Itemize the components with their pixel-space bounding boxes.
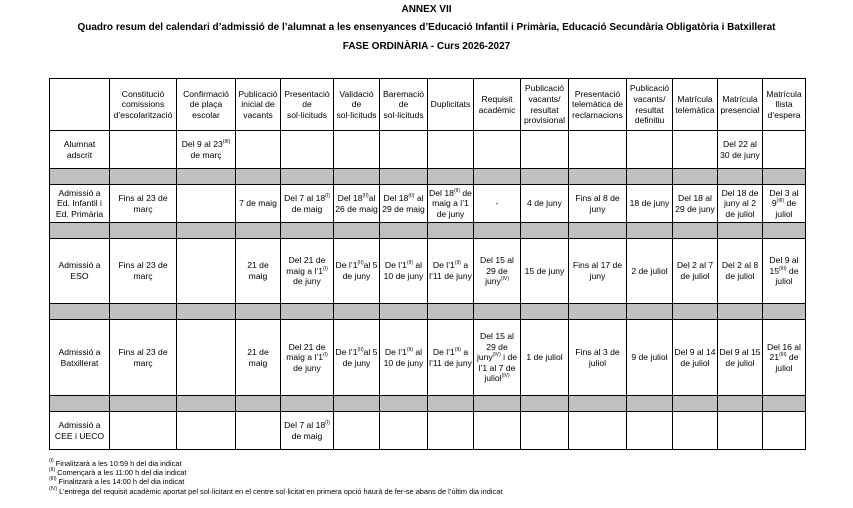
cell-text: De l’1 — [335, 346, 358, 357]
separator-cell — [236, 396, 281, 412]
separator-cell — [50, 304, 110, 320]
cell-text: Del 2 al 8 de juliol — [721, 260, 759, 281]
cell-text-cont: al 5 de juny — [342, 260, 378, 281]
date-cell — [110, 239, 177, 304]
date-cell — [236, 185, 281, 223]
date-cell — [474, 185, 521, 223]
separator-cell — [177, 396, 236, 412]
column-header: Publicació vacants/ resultat provisional — [521, 79, 569, 131]
cell-text: - — [495, 198, 499, 209]
column-header: Confirmació de plaça escolar — [177, 79, 236, 131]
cell-text: Del 3 al 9 — [769, 187, 799, 209]
date-cell — [236, 131, 281, 169]
date-cell — [763, 131, 806, 169]
row-label: Admissió a CEE i UECO — [50, 412, 110, 450]
date-cell — [521, 320, 569, 396]
date-cell — [110, 185, 177, 223]
cell-text-cont: de juny — [293, 276, 321, 287]
column-header: Baremació de sol·licituds — [380, 79, 428, 131]
cell-text: Del 15 al 29 de juny — [480, 255, 514, 287]
separator-cell — [236, 169, 281, 185]
separator-cell — [428, 304, 474, 320]
separator-cell — [334, 223, 380, 239]
footnote-mark: (II) — [406, 260, 413, 267]
cell-text: Del 18 — [337, 192, 363, 203]
cell-text-cont: de maig — [291, 203, 323, 214]
cell-text: De l’1 — [432, 260, 455, 271]
cell-text-cont: de maig — [291, 430, 323, 441]
phase-title: FASE ORDINÀRIA - Curs 2026-2027 — [342, 41, 511, 52]
date-cell — [334, 131, 380, 169]
date-cell — [673, 239, 718, 304]
date-cell — [428, 131, 474, 169]
separator-cell — [673, 169, 718, 185]
separator-cell — [718, 304, 763, 320]
cell-text: 1 de juliol — [526, 352, 563, 363]
separator-cell — [281, 169, 334, 185]
date-cell — [281, 131, 334, 169]
table-row — [50, 412, 806, 450]
footnote-mark: (III) — [222, 138, 231, 145]
separator-cell — [236, 223, 281, 239]
date-cell — [110, 320, 177, 396]
date-cell — [569, 412, 627, 450]
date-cell — [334, 239, 380, 304]
separator-cell — [521, 169, 569, 185]
separator-cell — [569, 169, 627, 185]
date-cell — [627, 239, 673, 304]
separator-cell — [380, 304, 428, 320]
date-cell — [428, 320, 474, 396]
date-cell — [521, 239, 569, 304]
row-label: Alumnat adscrit — [50, 131, 110, 169]
cell-text: Fins al 23 de març — [118, 260, 168, 281]
separator-cell — [569, 304, 627, 320]
cell-text: Del 9 al 15 de juliol — [719, 346, 761, 368]
footnote-mark: (III) — [49, 476, 57, 483]
separator-cell — [521, 396, 569, 412]
footnote-mark: (I) — [49, 458, 54, 464]
separator-cell — [718, 169, 763, 185]
column-header: Requisit acadèmic — [474, 79, 521, 131]
cell-text: Fins al 23 de març — [118, 192, 168, 214]
cell-text: Fins al 8 de juny — [575, 192, 620, 214]
cell-text: Del 15 al 29 de juny — [476, 331, 514, 363]
cell-text: Del 21 de maig a l’1 — [286, 255, 326, 276]
cell-text: Del 21 de maig a l’1 — [286, 341, 326, 363]
date-cell — [177, 131, 236, 169]
date-cell — [627, 131, 673, 169]
date-cell — [763, 320, 806, 396]
cell-text-cont: al 10 de juny — [383, 346, 424, 368]
date-cell — [380, 239, 428, 304]
cell-text: De l’1 — [384, 346, 407, 357]
date-cell — [334, 412, 380, 450]
footnote-text: L’entrega del requisit acadèmic aportat pel sol·licitant en el centre sol·licitat en primera opció haurà de fer-se abans de l’últim dia indicat — [57, 486, 503, 496]
column-header: Matrícula llista d’espera — [763, 79, 806, 131]
date-cell — [177, 412, 236, 450]
separator-cell — [474, 223, 521, 239]
cell-text-cont: de juliol — [775, 265, 799, 287]
separator-cell — [474, 396, 521, 412]
footnote-mark: (II) — [408, 192, 415, 199]
date-cell — [763, 239, 806, 304]
footnote-mark: (IV) — [500, 276, 509, 283]
cell-text: Fins al 3 de juliol — [575, 346, 620, 368]
cell-text-cont: al 26 de maig — [335, 192, 378, 214]
date-cell — [521, 412, 569, 450]
cell-text: Fins al 17 de juny — [572, 260, 623, 281]
date-cell — [236, 239, 281, 304]
separator-cell — [428, 169, 474, 185]
separator-cell — [763, 304, 806, 320]
separator-cell — [281, 396, 334, 412]
date-cell — [177, 320, 236, 396]
cell-text: 9 de juliol — [631, 352, 668, 363]
footnote-mark: (IV) — [492, 352, 501, 359]
date-cell — [763, 185, 806, 223]
cell-text: Del 7 al 18 — [284, 192, 326, 203]
separator-cell — [428, 396, 474, 412]
cell-text: 15 de juny — [524, 265, 565, 276]
footnote — [49, 459, 502, 468]
cell-text-cont: de juny — [293, 362, 321, 373]
separator-cell — [569, 396, 627, 412]
cell-text-cont: de març — [190, 149, 222, 160]
cell-text-cont: de juliol — [775, 198, 797, 219]
date-cell — [763, 412, 806, 450]
separator-cell — [763, 223, 806, 239]
column-header: Publicació inicial de vacants — [236, 79, 281, 131]
footnote-mark: (IV) — [501, 373, 510, 380]
separator-cell — [334, 304, 380, 320]
footnote-mark: (I) — [323, 265, 328, 272]
separator-cell — [673, 223, 718, 239]
table-row — [50, 239, 806, 304]
date-cell — [569, 185, 627, 223]
separator-cell — [673, 396, 718, 412]
separator-cell — [474, 169, 521, 185]
annex-title: ANNEX VII — [401, 4, 452, 15]
date-cell — [627, 412, 673, 450]
document-title: Quadro resum del calendari d’admissió de l’alumnat a les ensenyances d’Educació Infantil i Primària, Educació Secundària Obligatòria i Batxillerat — [77, 22, 776, 33]
date-cell — [380, 185, 428, 223]
row-label: Admissió a ESO — [50, 239, 110, 304]
cell-text: Del 2 al 7 de juliol — [676, 260, 714, 281]
footnote-mark: (I) — [323, 352, 328, 359]
table-row — [50, 320, 806, 396]
date-cell — [281, 239, 334, 304]
separator-cell — [236, 304, 281, 320]
separator-cell — [627, 169, 673, 185]
cell-text-cont: de juliol — [775, 352, 799, 373]
separator-cell — [334, 169, 380, 185]
footnote-mark: (II) — [453, 187, 460, 194]
separator-cell — [334, 396, 380, 412]
date-cell — [718, 412, 763, 450]
cell-text: 21 de maig — [247, 260, 269, 281]
separator-cell — [177, 223, 236, 239]
separator-cell — [177, 169, 236, 185]
separator-row — [50, 304, 806, 320]
separator-row — [50, 223, 806, 239]
date-cell — [627, 320, 673, 396]
date-cell — [110, 131, 177, 169]
cell-text: De l’1 — [432, 346, 455, 357]
date-cell — [474, 320, 521, 396]
separator-cell — [177, 304, 236, 320]
footnote-mark: (II) — [454, 346, 461, 353]
cell-text: 21 de maig — [247, 346, 269, 368]
footnote-mark: (IV) — [49, 485, 58, 492]
separator-cell — [718, 396, 763, 412]
date-cell — [428, 239, 474, 304]
table-row — [50, 131, 806, 169]
footnote-mark: (II) — [49, 467, 56, 474]
separator-row — [50, 169, 806, 185]
date-cell — [428, 185, 474, 223]
cell-text: Del 18 — [429, 187, 454, 198]
separator-row — [50, 396, 806, 412]
cell-text: 4 de juny — [527, 198, 562, 209]
cell-text: Del 18 al 29 de juny — [675, 192, 715, 214]
separator-cell — [474, 304, 521, 320]
date-cell — [673, 185, 718, 223]
date-cell — [281, 185, 334, 223]
date-cell — [718, 239, 763, 304]
table-row — [50, 185, 806, 223]
row-label: Admissió a Ed. Infantil i Ed. Primària — [50, 185, 110, 223]
date-cell — [177, 185, 236, 223]
date-cell — [334, 320, 380, 396]
admission-calendar-table — [49, 78, 806, 450]
column-header: Validació de sol·licituds — [334, 79, 380, 131]
footnote-mark: (II) — [357, 346, 364, 353]
date-cell — [569, 239, 627, 304]
footnote-text: Finalitzarà a les 10:59 h del dia indicat — [53, 459, 182, 468]
footnote — [49, 477, 502, 486]
footnote-mark: (III) — [779, 265, 787, 272]
footnote-mark: (I) — [325, 419, 330, 426]
separator-cell — [569, 223, 627, 239]
header-corner-cell — [50, 79, 110, 131]
header-row — [50, 79, 806, 131]
separator-cell — [627, 223, 673, 239]
date-cell — [627, 185, 673, 223]
cell-text-cont: a l’11 de juny — [429, 346, 472, 368]
cell-text-cont: al 10 de juny — [383, 260, 424, 281]
footnote-mark: (III) — [779, 352, 787, 359]
separator-cell — [627, 396, 673, 412]
separator-cell — [627, 304, 673, 320]
cell-text: Fins al 23 de març — [118, 346, 168, 368]
separator-cell — [521, 304, 569, 320]
date-cell — [236, 320, 281, 396]
date-cell — [673, 412, 718, 450]
footnote-text: Començarà a les 11:00 h del dia indicat — [55, 468, 187, 478]
date-cell — [474, 412, 521, 450]
cell-text: 18 de juny — [629, 198, 670, 209]
cell-text-cont: a l’11 de juny — [429, 260, 472, 281]
column-header: Presentació de sol·licituds — [281, 79, 334, 131]
cell-text-cont: de maig a l’1 de juny — [432, 187, 472, 219]
column-header: Matrícula telemàtica — [673, 79, 718, 131]
cell-text: Del 18 — [383, 192, 409, 203]
date-cell — [569, 131, 627, 169]
footnote-mark: (I) — [325, 192, 330, 199]
cell-text: Del 9 al 14 de juliol — [674, 346, 716, 368]
date-cell — [380, 412, 428, 450]
date-cell — [569, 320, 627, 396]
date-cell — [334, 185, 380, 223]
separator-cell — [110, 396, 177, 412]
date-cell — [474, 239, 521, 304]
footnote-mark: (II) — [362, 192, 369, 199]
column-header: Matrícula presencial — [718, 79, 763, 131]
cell-text: Del 7 al 18 — [284, 419, 326, 430]
cell-text: De l’1 — [384, 260, 407, 271]
cell-text-cont: al 5 de juny — [342, 346, 378, 368]
footnote — [49, 487, 502, 496]
date-cell — [673, 320, 718, 396]
separator-cell — [50, 396, 110, 412]
cell-text: Del 18 de juny al 2 de juliol — [721, 187, 759, 219]
separator-cell — [281, 304, 334, 320]
date-cell — [380, 131, 428, 169]
row-label: Admissió a Batxillerat — [50, 320, 110, 396]
separator-cell — [50, 223, 110, 239]
cell-text: 7 de maig — [239, 198, 277, 209]
date-cell — [718, 131, 763, 169]
date-cell — [281, 320, 334, 396]
cell-text: Del 22 al 30 de juny — [720, 138, 760, 160]
date-cell — [428, 412, 474, 450]
date-cell — [110, 412, 177, 450]
footnote-mark: (III) — [776, 198, 785, 205]
separator-cell — [380, 169, 428, 185]
date-cell — [718, 320, 763, 396]
separator-cell — [428, 223, 474, 239]
date-cell — [236, 412, 281, 450]
separator-cell — [110, 304, 177, 320]
column-header: Presentació telemàtica de reclamacions — [569, 79, 627, 131]
separator-cell — [380, 396, 428, 412]
date-cell — [718, 185, 763, 223]
cell-text-cont: i de l’1 al 7 de juliol — [478, 352, 518, 384]
date-cell — [281, 412, 334, 450]
column-header: Duplicitats — [428, 79, 474, 131]
footnote-mark: (II) — [357, 260, 364, 267]
separator-cell — [718, 223, 763, 239]
separator-cell — [521, 223, 569, 239]
footnote-mark: (II) — [454, 260, 461, 267]
cell-text: De l’1 — [335, 260, 358, 271]
date-cell — [177, 239, 236, 304]
separator-cell — [673, 304, 718, 320]
separator-cell — [110, 223, 177, 239]
column-header: Publicació vacants/ resultat definitiu — [627, 79, 673, 131]
cell-text: Del 16 al 21 — [767, 341, 801, 363]
cell-text: Del 9 al 15 — [769, 255, 799, 276]
date-cell — [521, 185, 569, 223]
cell-text-cont: al 29 de maig — [382, 192, 425, 214]
footnote-text: Finalitzarà a les 14:00 h del dia indicat — [56, 477, 185, 487]
separator-cell — [380, 223, 428, 239]
separator-cell — [110, 169, 177, 185]
cell-text: Del 9 al 23 — [181, 138, 223, 149]
date-cell — [521, 131, 569, 169]
separator-cell — [50, 169, 110, 185]
date-cell — [474, 131, 521, 169]
cell-text: 2 de juliol — [631, 265, 668, 276]
column-header: Constitució comissions d’escolarització — [110, 79, 177, 131]
footnotes — [49, 459, 502, 496]
date-cell — [380, 320, 428, 396]
separator-cell — [763, 169, 806, 185]
separator-cell — [763, 396, 806, 412]
footnote-mark: (II) — [406, 346, 413, 353]
separator-cell — [281, 223, 334, 239]
date-cell — [673, 131, 718, 169]
